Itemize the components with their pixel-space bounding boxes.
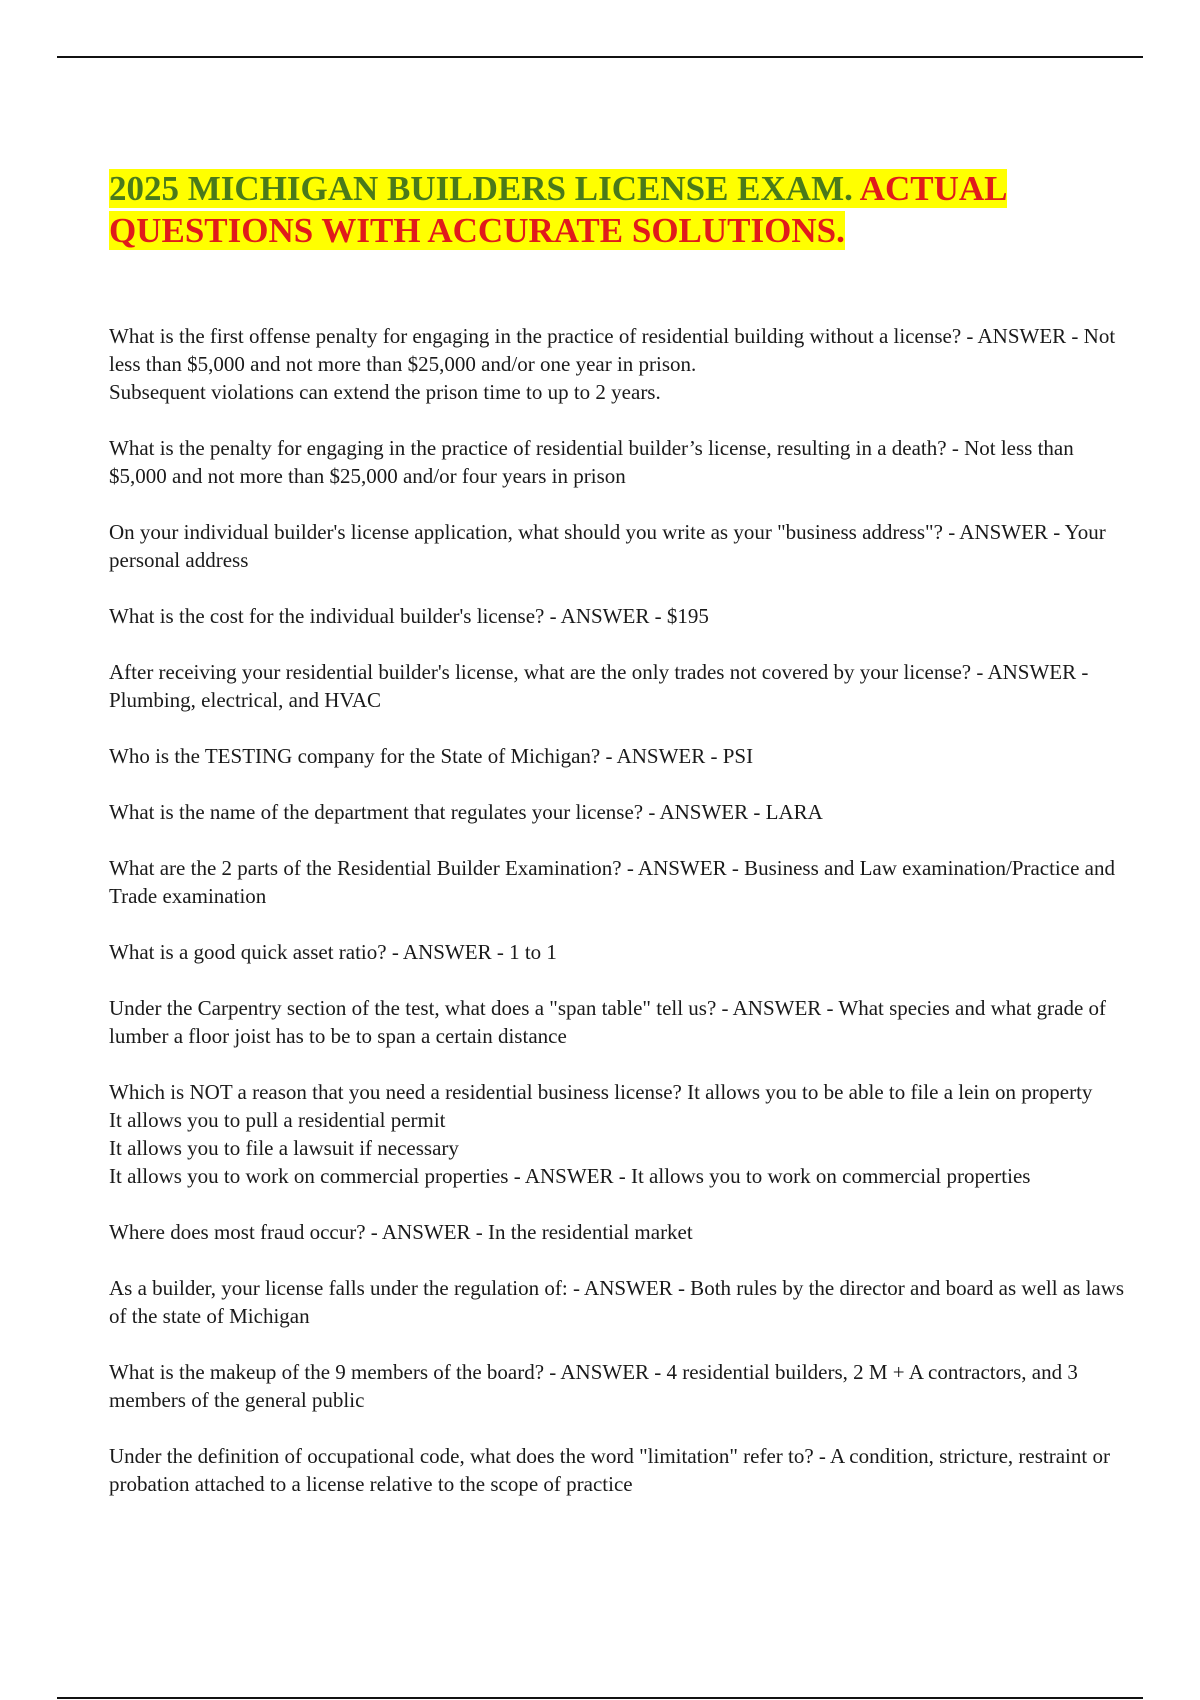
qa-item-10: Under the Carpentry section of the test, what does a "span table" tell us? - ANSWER - What species and what grade of lumber a floor joist has to be to span a certain distance	[109, 996, 1107, 1048]
document-title	[109, 168, 1119, 252]
header-rule	[57, 56, 1143, 58]
qa-item-5: After receiving your residential builder's license, what are the only trades not covered by your license? - ANSWER - Plumbing, electrical, and HVAC	[109, 660, 1089, 712]
qa-item-7: What is the name of the department that regulates your license? - ANSWER - LARA	[109, 800, 823, 824]
footer-rule	[57, 1697, 1143, 1699]
title-subtitle: ACTUAL QUESTIONS WITH ACCURATE SOLUTIONS.	[109, 169, 1008, 250]
qa-item-14: What is the makeup of the 9 members of the board? - ANSWER - 4 residential builders, 2 M + A contractors, and 3 members of the general public	[109, 1360, 1078, 1412]
qa-list	[109, 322, 1125, 1526]
qa-item-13: As a builder, your license falls under the regulation of: - ANSWER - Both rules by the director and board as well as laws of the state of Michigan	[109, 1276, 1125, 1328]
qa-item-2: What is the penalty for engaging in the practice of residential builder’s license, resulting in a death? - Not less than $5,000 and not more than $25,000 and/or four years in prison	[109, 436, 1074, 488]
qa-item-4: What is the cost for the individual builder's license? - ANSWER - $195	[109, 604, 709, 628]
qa-item-1: What is the first offense penalty for engaging in the practice of residential building without a license? - ANSWER - Not less than $5,000 and not more than $25,000 and/or one year in prison. Subsequent violations can extend the prison time to up to 2 years.	[109, 324, 1116, 404]
qa-item-11: Which is NOT a reason that you need a residential business license? It allows you to be able to file a lein on property It allows you to pull a residential permit It allows you to file a lawsuit if necessary It allows you to work on commercial properties - ANSWER - It allows you to work on commercial properties	[109, 1080, 1093, 1188]
qa-item-12: Where does most fraud occur? - ANSWER - In the residential market	[109, 1220, 693, 1244]
title-exam-name: 2025 MICHIGAN BUILDERS LICENSE EXAM.	[109, 169, 860, 208]
qa-item-6: Who is the TESTING company for the State of Michigan? - ANSWER - PSI	[109, 744, 754, 768]
qa-item-15: Under the definition of occupational code, what does the word "limitation" refer to? - A condition, stricture, restraint or probation attached to a license relative to the scope of practice	[109, 1444, 1110, 1496]
qa-item-8: What are the 2 parts of the Residential Builder Examination? - ANSWER - Business and Law examination/Practice and Trade examination	[109, 856, 1115, 908]
qa-item-3: On your individual builder's license application, what should you write as your "business address"? - ANSWER - Your personal address	[109, 520, 1106, 572]
qa-item-9: What is a good quick asset ratio? - ANSWER - 1 to 1	[109, 940, 557, 964]
